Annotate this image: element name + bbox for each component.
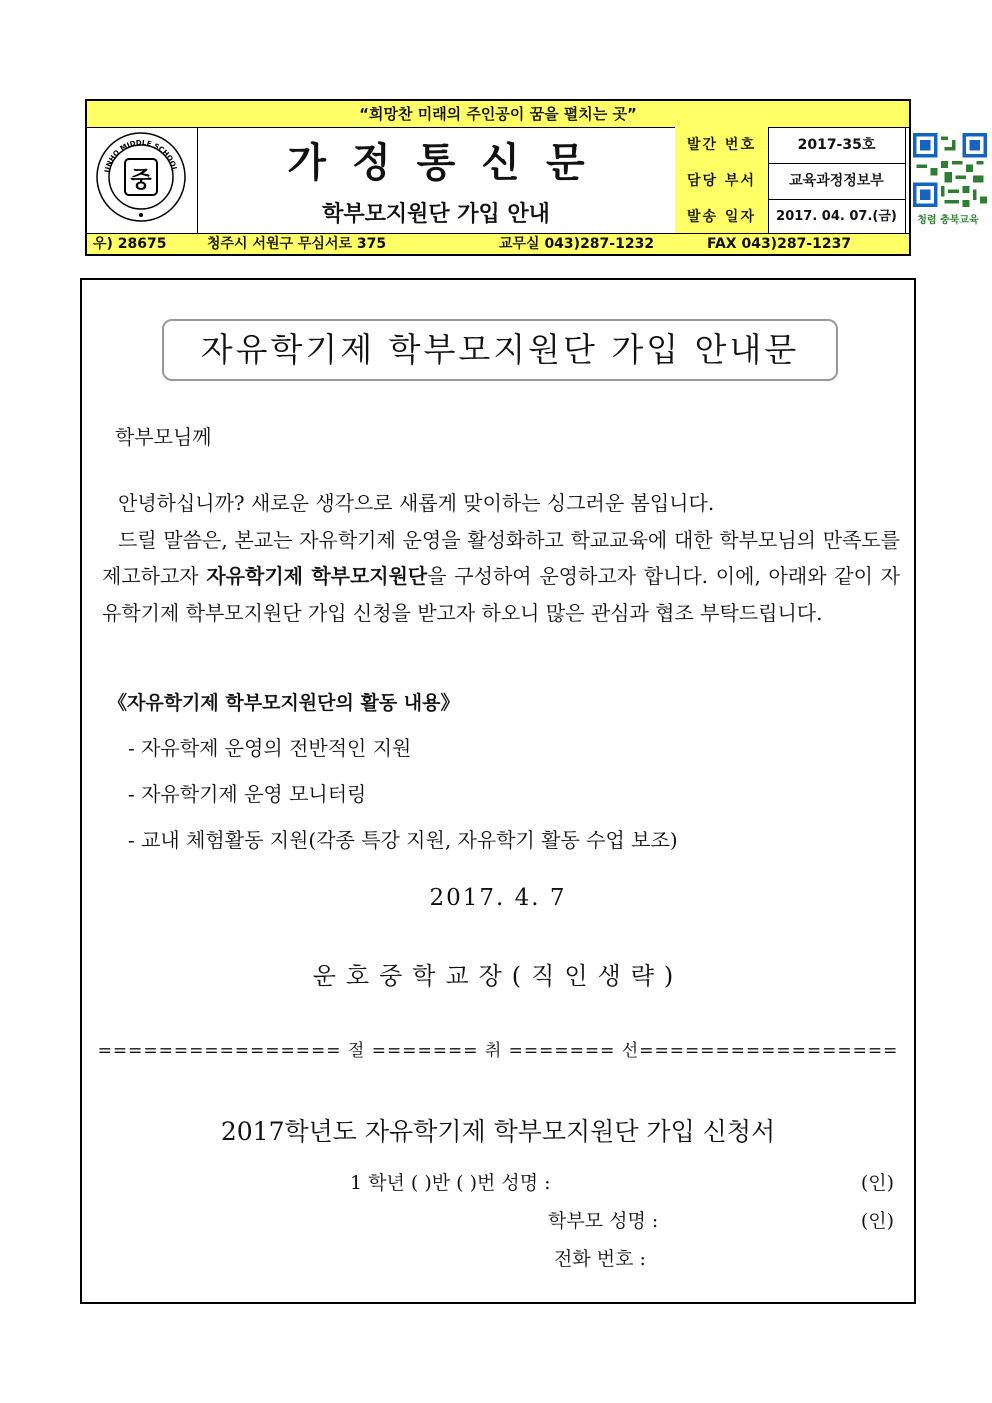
phone-number-field[interactable]: 전화 번호 : xyxy=(554,1248,646,1270)
body-paragraph-2 xyxy=(102,522,900,632)
school-logo xyxy=(95,131,187,223)
department-label: 담당 부서 xyxy=(675,163,769,199)
newsletter-subtitle: 학부모지원단 가입 안내 xyxy=(322,201,550,227)
cut-line: ================ 절 ======= 취 ======= 선================= xyxy=(97,1041,899,1061)
newsletter-title-cell xyxy=(197,127,676,236)
greeting: 학부모님께 xyxy=(115,425,212,449)
issue-info-values xyxy=(768,127,906,236)
office-phone: 교무실 043)287-1232 xyxy=(499,236,655,252)
student-info-field[interactable]: 1 학년 ( )반 ( )번 성명 : xyxy=(350,1172,551,1194)
activities-heading: 《자유학기제 학부모지원단의 활동 내용》 xyxy=(108,692,460,714)
newsletter-header xyxy=(85,99,979,256)
school-logo-text: UNHO MIDDLE SCHOOL xyxy=(103,138,179,174)
qr-code-icon xyxy=(913,133,987,207)
school-logo-char: 중 xyxy=(130,168,152,193)
list-item: - 교내 체험활동 지원(각종 특강 지원, 자유학기 활동 수업 보조) xyxy=(128,828,678,852)
principal-signature: 운호중학교장(직인생략) xyxy=(312,962,684,990)
notice-title: 자유학기제 학부모지원단 가입 안내문 xyxy=(162,319,838,381)
school-logo-cell xyxy=(87,127,198,236)
body-paragraph-2-highlight: 자유학기제 학부모지원단 xyxy=(206,564,428,588)
notice-frame xyxy=(80,278,916,1304)
school-address: 청주시 서원구 무심서로 375 xyxy=(207,236,387,252)
department-value: 교육과정정보부 xyxy=(768,163,905,200)
postal-code: 우) 28675 xyxy=(93,236,167,252)
body-paragraph-2-end: 을 구성하여 운영하고자 합니다. 이에, 아래와 같이 자유학기제 학부모지원단 가입 신청을 받고자 하오니 많은 관심과 협조 부탁드립니다. xyxy=(102,564,900,625)
motto-banner: “희망찬 미래의 주인공이 꿈을 펼치는 곳” xyxy=(87,101,909,128)
fax-number: FAX 043)287-1237 xyxy=(707,236,852,252)
qr-cell xyxy=(905,127,991,236)
issue-number-label: 발간 번호 xyxy=(675,127,769,163)
contact-footer xyxy=(87,233,909,254)
list-item: - 자유학기제 운영 모니터링 xyxy=(128,782,367,806)
activities-list xyxy=(128,732,678,870)
list-item: - 자유학제 운영의 전반적인 지원 xyxy=(128,736,412,760)
body-paragraph-1: 안녕하십니까? 새로운 생각으로 새롭게 맞이하는 싱그러운 봄입니다. xyxy=(118,491,715,515)
parent-seal: (인) xyxy=(860,1210,894,1232)
send-date-value: 2017. 04. 07.(금) xyxy=(776,209,897,224)
body-paragraph-2-start: 드릴 말씀은, 본교는 자유학기제 운영을 활성화하고 학교교육에 대한 학부모님의 만족도를 제고하고자 xyxy=(102,527,900,588)
application-form-title: 2017학년도 자유학기제 학부모지원단 가입 신청서 xyxy=(220,1117,776,1146)
student-seal: (인) xyxy=(860,1172,894,1194)
issue-number-value: 2017-35호 xyxy=(768,127,905,164)
notice-body xyxy=(102,485,900,631)
newsletter-title: 가정통신문 xyxy=(287,139,611,186)
send-date-label: 발송 일자 xyxy=(675,199,769,235)
parent-name-field[interactable]: 학부모 성명 : xyxy=(548,1210,659,1232)
notice-date: 2017. 4. 7 xyxy=(429,885,567,911)
qr-brand-label: 청렴 충북교육 xyxy=(917,215,979,226)
